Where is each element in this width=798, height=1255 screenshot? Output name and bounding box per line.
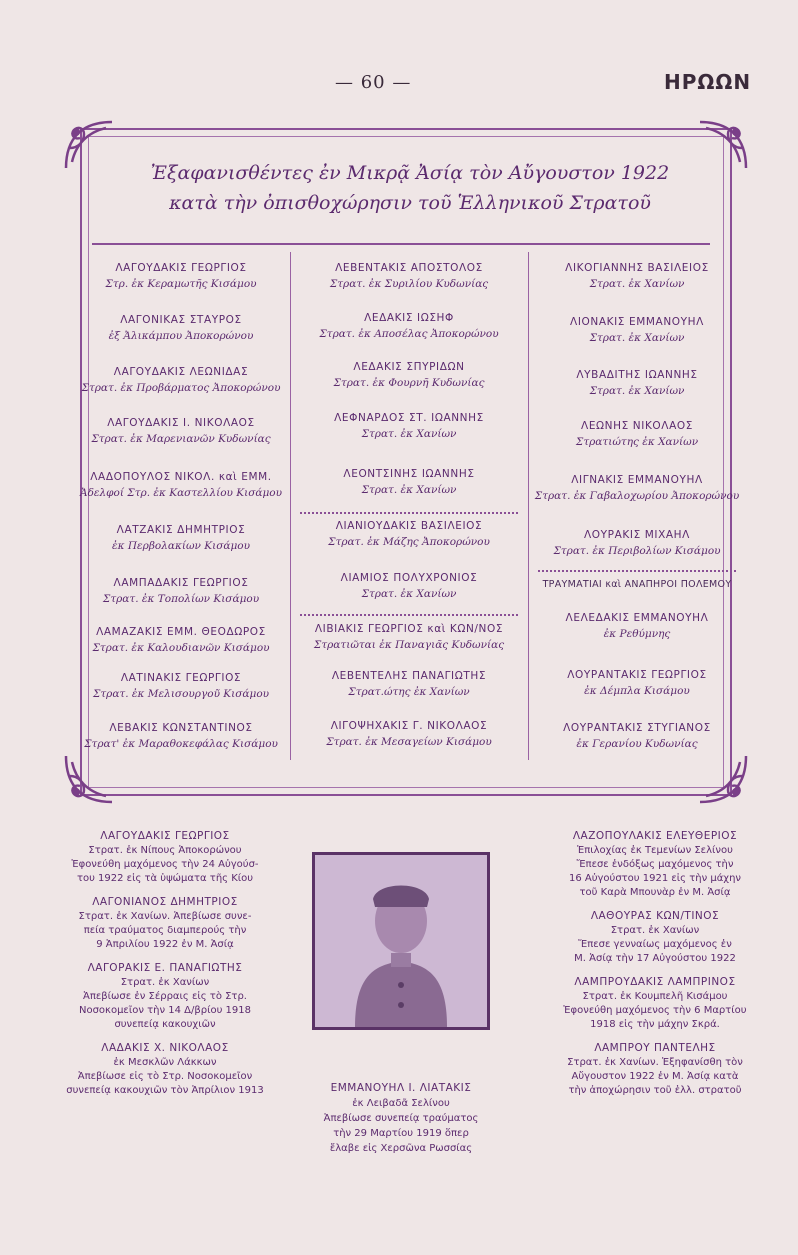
dotted-divider	[300, 614, 518, 616]
portrait-photo	[312, 852, 490, 1030]
list-item: ΛΙΓΝΑΚΙΣ ΕΜΜΑΝΟΥΗΛ Στρατ. ἐκ Γαβαλοχωρίου Ἀποκορώνου	[534, 474, 740, 502]
running-title: ΗΡΩΩΝ	[664, 70, 752, 94]
section-title	[90, 158, 730, 218]
list-item: ΛΕΒΑΚΙΣ ΚΩΝΣΤΑΝΤΙΝΟΣ Στρατ' ἐκ Μαραθοκεφάλας Κισάμου	[84, 722, 278, 750]
obituary-item: ΛΑΓΟΥΔΑΚΙΣ ΓΕΩΡΓΙΟΣ Στρατ. ἐκ Νίπους Ἀποκορώνου Ἐφονεύθη μαχόμενος τὴν 24 Αὐγούσ- του 1922 εἰς τὰ ὑψώματα τῆς Κίου	[71, 830, 259, 884]
list-item: ΛΑΓΟΥΔΑΚΙΣ ΓΕΩΡΓΙΟΣ Στρ. ἐκ Κεραμωτῆς Κισάμου	[105, 262, 257, 290]
title-divider	[92, 243, 710, 245]
list-item: ΛΟΥΡΑΝΤΑΚΙΣ ΣΤΥΓΙΑΝΟΣ ἐκ Γερανίου Κυδωνίας	[563, 722, 711, 750]
list-item: ΛΕΒΕΝΤΑΚΙΣ ΑΠΟΣΤΟΛΟΣ Στρατ. ἐκ Συριλίου Κυδωνίας	[329, 262, 489, 290]
list-item: ΛΕΛΕΔΑΚΙΣ ΕΜΜΑΝΟΥΗΛ ἐκ Ρεθύμνης	[565, 612, 709, 640]
list-item: ΛΑΔΟΠΟΥΛΟΣ ΝΙΚΟΛ. καὶ ΕΜΜ. Ἀδελφοί Στρ. ἐκ Καστελλίου Κισάμου	[79, 471, 283, 499]
list-item: ΛΙΟΝΑΚΙΣ ΕΜΜΑΝΟΥΗΛ Στρατ. ἐκ Χανίων	[570, 316, 704, 344]
list-item: ΛΑΤΖΑΚΙΣ ΔΗΜΗΤΡΙΟΣ ἐκ Περβολακίων Κισάμου	[112, 524, 250, 552]
obituary-item: ΛΑΜΠΡΟΥΔΑΚΙΣ ΛΑΜΠΡΙΝΟΣ Στρατ. ἐκ Κουμπελῆ Κισάμου Ἐφονεύθη μαχόμενος τὴν 6 Μαρτίου 1918 εἰς τὴν μάχην Σκρά.	[563, 976, 747, 1030]
section-heading-wounded: ΤΡΑΥΜΑΤΙΑΙ καὶ ΑΝΑΠΗΡΟΙ ΠΟΛΕΜΟΥ	[542, 579, 732, 590]
obituary-item: ΛΑΓΟΡΑΚΙΣ Ε. ΠΑΝΑΓΙΩΤΗΣ Στρατ. ἐκ Χανίων Ἀπεβίωσε ἐν Σέρραις εἰς τὸ Στρ. Νοσοκομεῖον τὴν 14 Δ/βρίου 1918 συνεπείᾳ κακουχιῶν	[79, 962, 251, 1030]
obituary-item: ΛΑΓΟΝΙΑΝΟΣ ΔΗΜΗΤΡΙΟΣ Στρατ. ἐκ Χανίων. Ἀπεβίωσε συνε- πεία τραύματος διαμπερούς τὴν 9 Ἀπριλίου 1922 ἐν Μ. Ἀσίᾳ	[78, 896, 252, 950]
portrait-caption: ΕΜΜΑΝΟΥΗΛ Ι. ΛΙΑΤΑΚΙΣ ἐκ Λειβαδᾶ Σελίνου Ἀπεβίωσε συνεπείᾳ τραύματος τὴν 29 Μαρτίου 1919 ὅπερ ἔλαβε εἰς Χερσῶνα Ρωσσίας	[323, 1082, 479, 1154]
list-item: ΛΙΚΟΓΙΑΝΝΗΣ ΒΑΣΙΛΕΙΟΣ Στρατ. ἐκ Χανίων	[565, 262, 709, 290]
dotted-divider	[538, 570, 736, 572]
list-item: ΛΕΟΝΤΣΙΝΗΣ ΙΩΑΝΝΗΣ Στρατ. ἐκ Χανίων	[343, 468, 475, 496]
list-item: ΛΑΜΠΑΔΑΚΙΣ ΓΕΩΡΓΙΟΣ Στρατ. ἐκ Τοπολίων Κισάμου	[102, 577, 260, 605]
title-line-1: Ἐξαφανισθέντες ἐν Μικρᾷ Ἀσίᾳ τὸν Αὔγουστον 1922	[150, 162, 670, 184]
page-header	[0, 70, 798, 100]
list-item: ΛΑΤΙΝΑΚΙΣ ΓΕΩΡΓΙΟΣ Στρατ. ἐκ Μελισουργοῦ Κισάμου	[92, 672, 270, 700]
obituary-column-left	[40, 830, 290, 1108]
list-item: ΛΟΥΡΑΚΙΣ ΜΙΧΑΗΛ Στρατ. ἐκ Περιβολίων Κισάμου	[553, 529, 721, 557]
list-item: ΛΑΓΟΝΙΚΑΣ ΣΤΑΥΡΟΣ ἐξ Ἀλικάμπου Ἀποκορώνου	[108, 314, 254, 342]
list-item: ΛΕΩΝΗΣ ΝΙΚΟΛΑΟΣ Στρατιώτης ἐκ Χανίων	[575, 420, 699, 448]
list-item: ΛΙΓΟΨΗΧΑΚΙΣ Γ. ΝΙΚΟΛΑΟΣ Στρατ. ἐκ Μεσαγείων Κισάμου	[326, 720, 492, 748]
dotted-divider	[300, 512, 518, 514]
obituary-item: ΛΑΖΟΠΟΥΛΑΚΙΣ ΕΛΕΥΘΕΡΙΟΣ Ἐπιλοχίας ἐκ Τεμενίων Σελίνου Ἔπεσε ἐνδόξως μαχόμενος τὴν 16 Αὐγούστου 1921 εἰς τὴν μάχην τοῦ Καρὰ Μπουνὰρ ἐν Μ. Ἀσίᾳ	[568, 830, 742, 898]
obituary-item: ΛΑΔΑΚΙΣ Χ. ΝΙΚΟΛΑΟΣ ἐκ Μεσκλῶν Λάκκων Ἀπεβίωσε εἰς τὸ Στρ. Νοσοκομεῖον συνεπείᾳ κακουχιῶν τὸν Ἀπρίλιον 1913	[66, 1042, 264, 1096]
list-item: ΛΕΒΕΝΤΕΛΗΣ ΠΑΝΑΓΙΩΤΗΣ Στρατ.ώτης ἐκ Χανίων	[331, 670, 487, 698]
list-item: ΛΟΥΡΑΝΤΑΚΙΣ ΓΕΩΡΓΙΟΣ ἐκ Δέμπλα Κισάμου	[567, 669, 707, 697]
list-item: ΛΥΒΑΔΙΤΗΣ ΙΩΑΝΝΗΣ Στρατ. ἐκ Χανίων	[576, 369, 698, 397]
obituary-item: ΛΑΜΠΡΟΥ ΠΑΝΤΕΛΗΣ Στρατ. ἐκ Χανίων. Ἐξηφανίσθη τὸν Αὔγουστον 1922 ἐν Μ. Ἀσίᾳ κατὰ τὴν ἀποχώρησιν τοῦ ἑλλ. στρατοῦ	[567, 1042, 743, 1096]
obituary-item: ΛΑΘΟΥΡΑΣ ΚΩΝ/ΤΙΝΟΣ Στρατ. ἐκ Χανίων Ἔπεσε γενναίως μαχόμενος ἐν Μ. Ἀσίᾳ τὴν 17 Αὐγούστου 1922	[574, 910, 736, 964]
list-item: ΛΕΔΑΚΙΣ ΙΩΣΗΦ Στρατ. ἐκ Αποσέλας Ἀποκορώνου	[319, 312, 499, 340]
list-item: ΛΑΓΟΥΔΑΚΙΣ Ι. ΝΙΚΟΛΑΟΣ Στρατ. ἐκ Μαρενιανῶν Κυδωνίας	[91, 417, 271, 445]
title-line-2: κατὰ τὴν ὀπισθοχώρησιν τοῦ Ἑλληνικοῦ Στρατοῦ	[169, 192, 651, 214]
list-item: ΛΙΑΝΙΟΥΔΑΚΙΣ ΒΑΣΙΛΕΙΟΣ Στρατ. ἐκ Μάζης Ἀποκορώνου	[328, 520, 490, 548]
list-item: ΛΑΜΑΖΑΚΙΣ ΕΜΜ. ΘΕΟΔΩΡΟΣ Στρατ. ἐκ Καλουδιανῶν Κισάμου	[92, 626, 270, 654]
obituary-column-right	[532, 830, 778, 1108]
list-column-2	[290, 252, 528, 762]
list-column-3	[528, 252, 746, 762]
page-number: — 60 —	[335, 72, 412, 93]
list-item: ΛΙΒΙΑΚΙΣ ΓΕΩΡΓΙΟΣ καὶ ΚΩΝ/ΝΟΣ Στρατιῶται ἐκ Παναγιᾶς Κυδωνίας	[313, 623, 505, 651]
list-item: ΛΕΔΑΚΙΣ ΣΠΥΡΙΔΩΝ Στρατ. ἐκ Φουρνῆ Κυδωνίας	[333, 361, 485, 389]
list-item: ΛΙΑΜΙΟΣ ΠΟΛΥΧΡΟΝΙΟΣ Στρατ. ἐκ Χανίων	[340, 572, 478, 600]
missing-list	[72, 252, 744, 762]
list-column-1	[72, 252, 290, 762]
soldier-portrait-icon	[315, 855, 487, 1027]
list-item: ΛΑΓΟΥΔΑΚΙΣ ΛΕΩΝΙΔΑΣ Στρατ. ἐκ Προβάρματος Ἀποκορώνου	[81, 366, 281, 394]
list-item: ΛΕΦΝΑΡΔΟΣ ΣΤ. ΙΩΑΝΝΗΣ Στρατ. ἐκ Χανίων	[334, 412, 484, 440]
